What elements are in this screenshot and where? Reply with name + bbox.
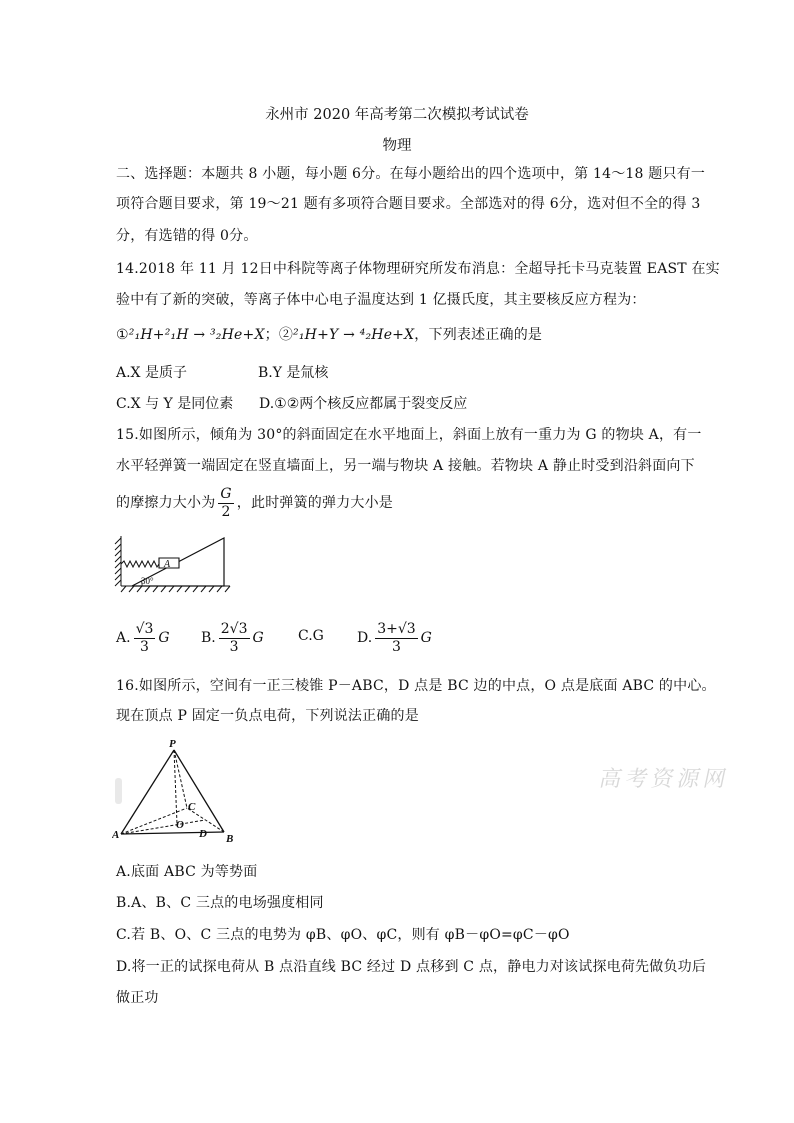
q15-option-b-den: 3 [229, 638, 239, 655]
q14-equation-2: ²₁H+Y → ⁴₂He+X [293, 327, 415, 343]
q15-option-b [201, 618, 264, 658]
label-a: A [112, 829, 120, 841]
q15-option-d [357, 618, 432, 658]
q16-option-c: C.若 B、O、C 三点的电势为 φB、φO、φC，则有 φB－φO=φC－φO [116, 927, 570, 943]
q15-line3-suffix: ，此时弹簧的弹力大小是 [236, 495, 393, 511]
q15-stem-line-1: 15.如图所示，倾角为 30°的斜面固定在水平地面上，斜面上放有一重力为 G 的物块 A，有一 [116, 427, 702, 443]
exam-subject: 物理 [382, 138, 412, 154]
section-intro-line-2: 项符合题目要求，第 19～21 题有多项符合题目要求。全部选对的得 6分，选对但不全的得 3 [116, 196, 701, 212]
q14-option-c: C.X 与 Y 是同位素 [116, 396, 234, 412]
q15-option-d-letter: D. [357, 630, 373, 646]
wall-hatching [115, 536, 121, 586]
q15-option-a-num: √3 [135, 620, 154, 637]
q16-stem-line-1: 16.如图所示，空间有一正三棱锥 P－ABC，D 点是 BC 边的中点，O 点是底面 ABC 的中心。 [116, 678, 716, 694]
label-o: O [176, 819, 184, 831]
q14-eq-prefix: ① [116, 327, 129, 343]
exam-title: 永州市 2020 年高考第二次模拟考试试卷 [265, 107, 529, 123]
q15-option-a-letter: A. [116, 630, 131, 646]
q15-frac-den: 2 [221, 503, 231, 520]
q16-option-b: B.A、B、C 三点的电场强度相同 [116, 895, 324, 911]
q15-option-b-fraction [219, 621, 250, 656]
q16-stem-line-2: 现在顶点 P 固定一负点电荷，下列说法正确的是 [116, 708, 419, 724]
q14-option-d: D.①②两个核反应都属于裂变反应 [259, 396, 468, 412]
label-b: B [226, 833, 234, 845]
q14-stem-line-2: 验中有了新的突破，等离子体中心电子温度达到 1 亿摄氏度，其主要核反应方程为： [116, 292, 646, 308]
edge-ab [121, 832, 224, 834]
label-c: C [188, 801, 196, 813]
q16-option-d-line-2: 做正功 [116, 990, 159, 1006]
q14-eq-sep: ；② [264, 327, 294, 343]
q15-option-a-fraction [134, 621, 156, 656]
q15-option-d-num: 3+√3 [377, 620, 416, 637]
q15-option-b-letter: B. [201, 630, 216, 646]
q15-line3-prefix: 的摩擦力大小为 [116, 495, 216, 511]
edge-pa [121, 750, 174, 834]
section-intro-line-1: 二、选择题：本题共 8 小题，每小题 6分。在每小题给出的四个选项中，第 14～18 题只有一 [116, 166, 706, 182]
q15-friction-fraction [218, 486, 233, 521]
spring [121, 561, 159, 567]
watermark: 高考资源网 [596, 767, 733, 792]
segment-ad [121, 820, 205, 834]
q15-option-a-g: G [158, 630, 170, 646]
q14-stem-line-1: 14.2018 年 11 月 12日中科院等离子体物理研究所发布消息：全超导托卡马克装置 EAST 在实 [116, 261, 720, 277]
q15-incline-figure [112, 534, 232, 596]
q15-option-d-g: G [420, 630, 432, 646]
q15-frac-num: G [220, 485, 232, 502]
q14-equation-line [116, 325, 542, 345]
q15-option-d-fraction [375, 621, 417, 656]
q15-option-b-num: 2√3 [220, 620, 248, 637]
q14-option-a: A.X 是质子 [116, 365, 187, 381]
q15-stem-line-2: 水平轻弹簧一端固定在竖直墙面上，另一端与物块 A 接触。若物块 A 静止时受到沿斜面向下 [116, 458, 695, 474]
section-intro-line-3: 分，有选错的得 0分。 [116, 228, 258, 244]
q16-option-d-line-1: D.将一正的试探电荷从 B 点沿直线 BC 经过 D 点移到 C 点，静电力对该试探电荷先做负功后 [116, 959, 707, 975]
q16-pyramid-figure [112, 736, 242, 846]
q15-option-c: C.G [298, 628, 324, 644]
ground-hatching [121, 586, 230, 592]
angle-label: 30° [141, 576, 154, 586]
q14-eq-suffix: ，下列表述正确的是 [414, 327, 543, 343]
q14-option-b: B.Y 是氚核 [258, 365, 329, 381]
q15-option-a-den: 3 [140, 638, 149, 655]
label-d: D [199, 828, 207, 840]
q14-equation-1: ²₁H+²₁H → ³₂He+X [128, 327, 265, 343]
q16-option-a: A.底面 ABC 为等势面 [116, 864, 258, 880]
q15-option-b-g: G [252, 630, 264, 646]
q15-stem-line-3 [116, 483, 393, 523]
block-a-label: A [164, 559, 171, 570]
label-p: P [169, 738, 176, 750]
q15-option-d-den: 3 [391, 638, 401, 655]
q15-option-a [116, 618, 170, 658]
edge-pc [174, 750, 187, 808]
